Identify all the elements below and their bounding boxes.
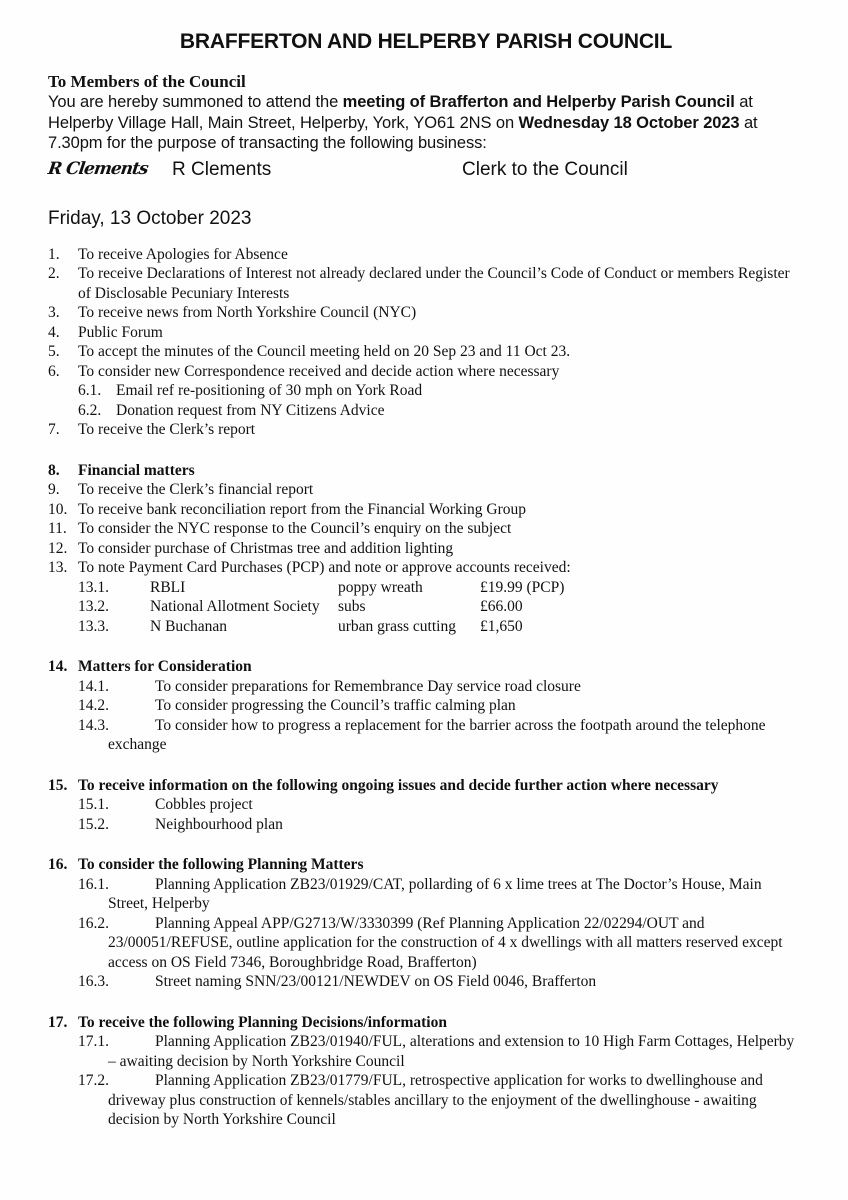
agenda-item-14-heading: [48, 657, 804, 677]
item-text: To receive Declarations of Interest not already declared under the Council’s Code of Conduct or members Register of Disclosable Pecuniary Interests: [78, 265, 790, 302]
item-number: 17.2.: [78, 1072, 109, 1089]
issue-date: Friday, 13 October 2023: [48, 207, 252, 229]
item-text: Planning Application ZB23/01940/FUL, alterations and extension to 10 High Farm Cottages, Helperby – awaiting decision by North Yorkshire Council: [108, 1033, 795, 1070]
agenda-section-planning-decisions: [48, 1013, 804, 1130]
account-description: urban grass cutting: [338, 617, 456, 635]
agenda-item-1: [48, 245, 804, 265]
item-number: 13.2.: [78, 598, 109, 615]
agenda-item-14-1: [78, 677, 804, 697]
item-number: 13.1.: [78, 578, 109, 596]
account-row-13-2: [78, 597, 804, 617]
agenda-item-11: [48, 519, 804, 539]
item-text: Financial matters: [78, 461, 195, 479]
item-number: 1.: [48, 245, 60, 263]
item-text: Planning Application ZB23/01929/CAT, pollarding of 6 x lime trees at The Doctor’s House, Main Street, Helperby: [108, 875, 762, 912]
agenda-section-ongoing-issues: [48, 776, 804, 835]
agenda-item-15-2: [78, 815, 804, 835]
item-text: To consider preparations for Remembrance Day service road closure: [155, 677, 581, 695]
agenda-item-2: [48, 264, 804, 303]
agenda-item-4: [48, 323, 804, 343]
item-text: To consider the following Planning Matters: [78, 856, 364, 873]
account-row-13-1: [78, 578, 804, 598]
agenda-section-planning-matters: [48, 855, 804, 992]
item-number: 15.: [48, 776, 68, 794]
agenda-item-6-1: [78, 381, 804, 401]
signature-handwritten: R Clements: [46, 158, 149, 179]
item-number: 17.1.: [78, 1033, 109, 1050]
item-text: Planning Appeal APP/G2713/W/3330399 (Ref Planning Application 22/02294/OUT and 23/00051/REFUSE, outline application for the construction of 4 x dwellings with all matters reserved except access on OS Field 7346, Boroughbridge Road, Brafferton): [108, 914, 783, 971]
agenda-item-16-3: [78, 972, 804, 992]
summons-meeting-bold: meeting of Brafferton and Helperby Parish Council: [342, 93, 735, 111]
agenda-item-15-heading: [48, 776, 804, 796]
item-number: 16.2.: [78, 914, 109, 932]
signature-row: [48, 156, 804, 183]
signature-role: Clerk to the Council: [462, 158, 628, 180]
account-amount: £1,650: [480, 617, 523, 635]
item-text: To receive the Clerk’s financial report: [78, 481, 314, 498]
item-number: 12.: [48, 539, 68, 557]
item-text: To receive information on the following ongoing issues and decide further action where necessary: [78, 776, 719, 794]
item-text: To receive Apologies for Absence: [78, 245, 288, 263]
item-text: Street naming SNN/23/00121/NEWDEV on OS Field 0046, Brafferton: [155, 973, 597, 990]
account-payee: RBLI: [150, 578, 186, 596]
item-number: 6.2.: [78, 401, 102, 419]
item-number: 6.: [48, 362, 60, 380]
salutation: To Members of the Council: [48, 72, 246, 91]
agenda-section-1: [48, 245, 804, 440]
summons-text: You are hereby summoned to attend the: [48, 93, 343, 111]
agenda-list: [48, 245, 804, 1130]
item-number: 14.1.: [78, 677, 109, 695]
item-number: 9.: [48, 481, 60, 498]
agenda-item-16-1: [78, 875, 804, 914]
document-title: BRAFFERTON AND HELPERBY PARISH COUNCIL: [179, 30, 673, 53]
account-description: poppy wreath: [338, 578, 423, 596]
agenda-item-9: [48, 480, 804, 500]
summons-date-bold: Wednesday 18 October 2023: [518, 113, 740, 132]
item-number: 14.: [48, 658, 68, 675]
item-text: Planning Application ZB23/01779/FUL, retrospective application for works to dwellinghouse and driveway plus construction of kennels/stables ancillary to the enjoyment of the dwellinghouse - awaiting decision by North Yorkshire Council: [108, 1072, 763, 1128]
item-number: 4.: [48, 323, 60, 341]
agenda-item-14-2: [78, 696, 804, 716]
item-text: To receive news from North Yorkshire Council (NYC): [78, 304, 417, 321]
item-number: 11.: [48, 520, 67, 537]
agenda-item-16-2: [78, 914, 804, 973]
agenda-item-16-heading: [48, 855, 804, 875]
summons-text: at 7.30pm for the purpose of transacting the following business:: [48, 113, 758, 152]
account-amount: £66.00: [480, 598, 523, 615]
agenda-item-17-2: [78, 1071, 804, 1130]
item-number: 13.3.: [78, 617, 109, 635]
item-number: 5.: [48, 343, 60, 360]
agenda-section-consideration: [48, 657, 804, 755]
item-number: 10.: [48, 500, 68, 518]
item-number: 14.2.: [78, 697, 109, 714]
agenda-item-6: [48, 362, 804, 382]
item-text: Matters for Consideration: [78, 658, 252, 675]
agenda-item-10: [48, 500, 804, 520]
agenda-item-6-2: [78, 401, 804, 421]
item-text: Email ref re-positioning of 30 mph on York Road: [116, 382, 423, 399]
item-text: To receive the Clerk’s report: [78, 421, 256, 438]
item-text: To receive the following Planning Decisions/information: [78, 1013, 447, 1031]
agenda-item-17-1: [78, 1032, 804, 1071]
item-number: 16.1.: [78, 875, 109, 893]
item-text: Public Forum: [78, 323, 163, 341]
item-number: 2.: [48, 265, 60, 282]
item-text: To consider the NYC response to the Council’s enquiry on the subject: [78, 520, 512, 537]
agenda-item-14-3: [78, 716, 804, 755]
account-row-13-3: [78, 617, 804, 637]
item-text: To note Payment Card Purchases (PCP) and note or approve accounts received:: [78, 559, 571, 576]
account-description: subs: [338, 598, 366, 615]
agenda-item-7: [48, 420, 804, 440]
signature-printed-name: R Clements: [172, 158, 272, 180]
summons-paragraph: [48, 92, 804, 154]
agenda-item-15-1: [78, 795, 804, 815]
summons-text: at Helperby Village Hall, Main Street, Helperby, York, YO61 2NS on: [48, 93, 753, 132]
agenda-item-8-heading: [48, 461, 804, 481]
agenda-item-12: [48, 539, 804, 559]
agenda-item-13: [48, 558, 804, 578]
item-number: 15.1.: [78, 796, 109, 813]
item-text: To accept the minutes of the Council meeting held on 20 Sep 23 and 11 Oct 23.: [78, 343, 571, 360]
account-payee: N Buchanan: [150, 617, 228, 635]
agenda-item-3: [48, 303, 804, 323]
account-payee: National Allotment Society: [150, 598, 320, 615]
item-number: 8.: [48, 461, 60, 479]
item-text: To consider progressing the Council’s traffic calming plan: [155, 697, 516, 714]
item-number: 16.: [48, 856, 68, 873]
agenda-section-financial: [48, 461, 804, 637]
item-text: To consider how to progress a replacement for the barrier across the footpath around the telephone exchange: [108, 716, 766, 753]
item-number: 14.3.: [78, 716, 109, 734]
account-amount: £19.99 (PCP): [480, 578, 565, 596]
item-text: Neighbourhood plan: [155, 815, 283, 833]
item-text: To receive bank reconciliation report from the Financial Working Group: [78, 500, 527, 518]
item-text: To consider purchase of Christmas tree and addition lighting: [78, 539, 454, 557]
agenda-item-17-heading: [48, 1013, 804, 1033]
item-number: 16.3.: [78, 973, 109, 990]
item-number: 7.: [48, 421, 60, 438]
item-number: 15.2.: [78, 815, 109, 833]
item-number: 3.: [48, 304, 60, 321]
item-text: Donation request from NY Citizens Advice: [116, 401, 385, 419]
item-text: To consider new Correspondence received and decide action where necessary: [78, 362, 560, 380]
item-number: 6.1.: [78, 382, 102, 399]
item-text: Cobbles project: [155, 796, 253, 813]
agenda-item-5: [48, 342, 804, 362]
item-number: 17.: [48, 1013, 68, 1031]
item-number: 13.: [48, 559, 68, 576]
